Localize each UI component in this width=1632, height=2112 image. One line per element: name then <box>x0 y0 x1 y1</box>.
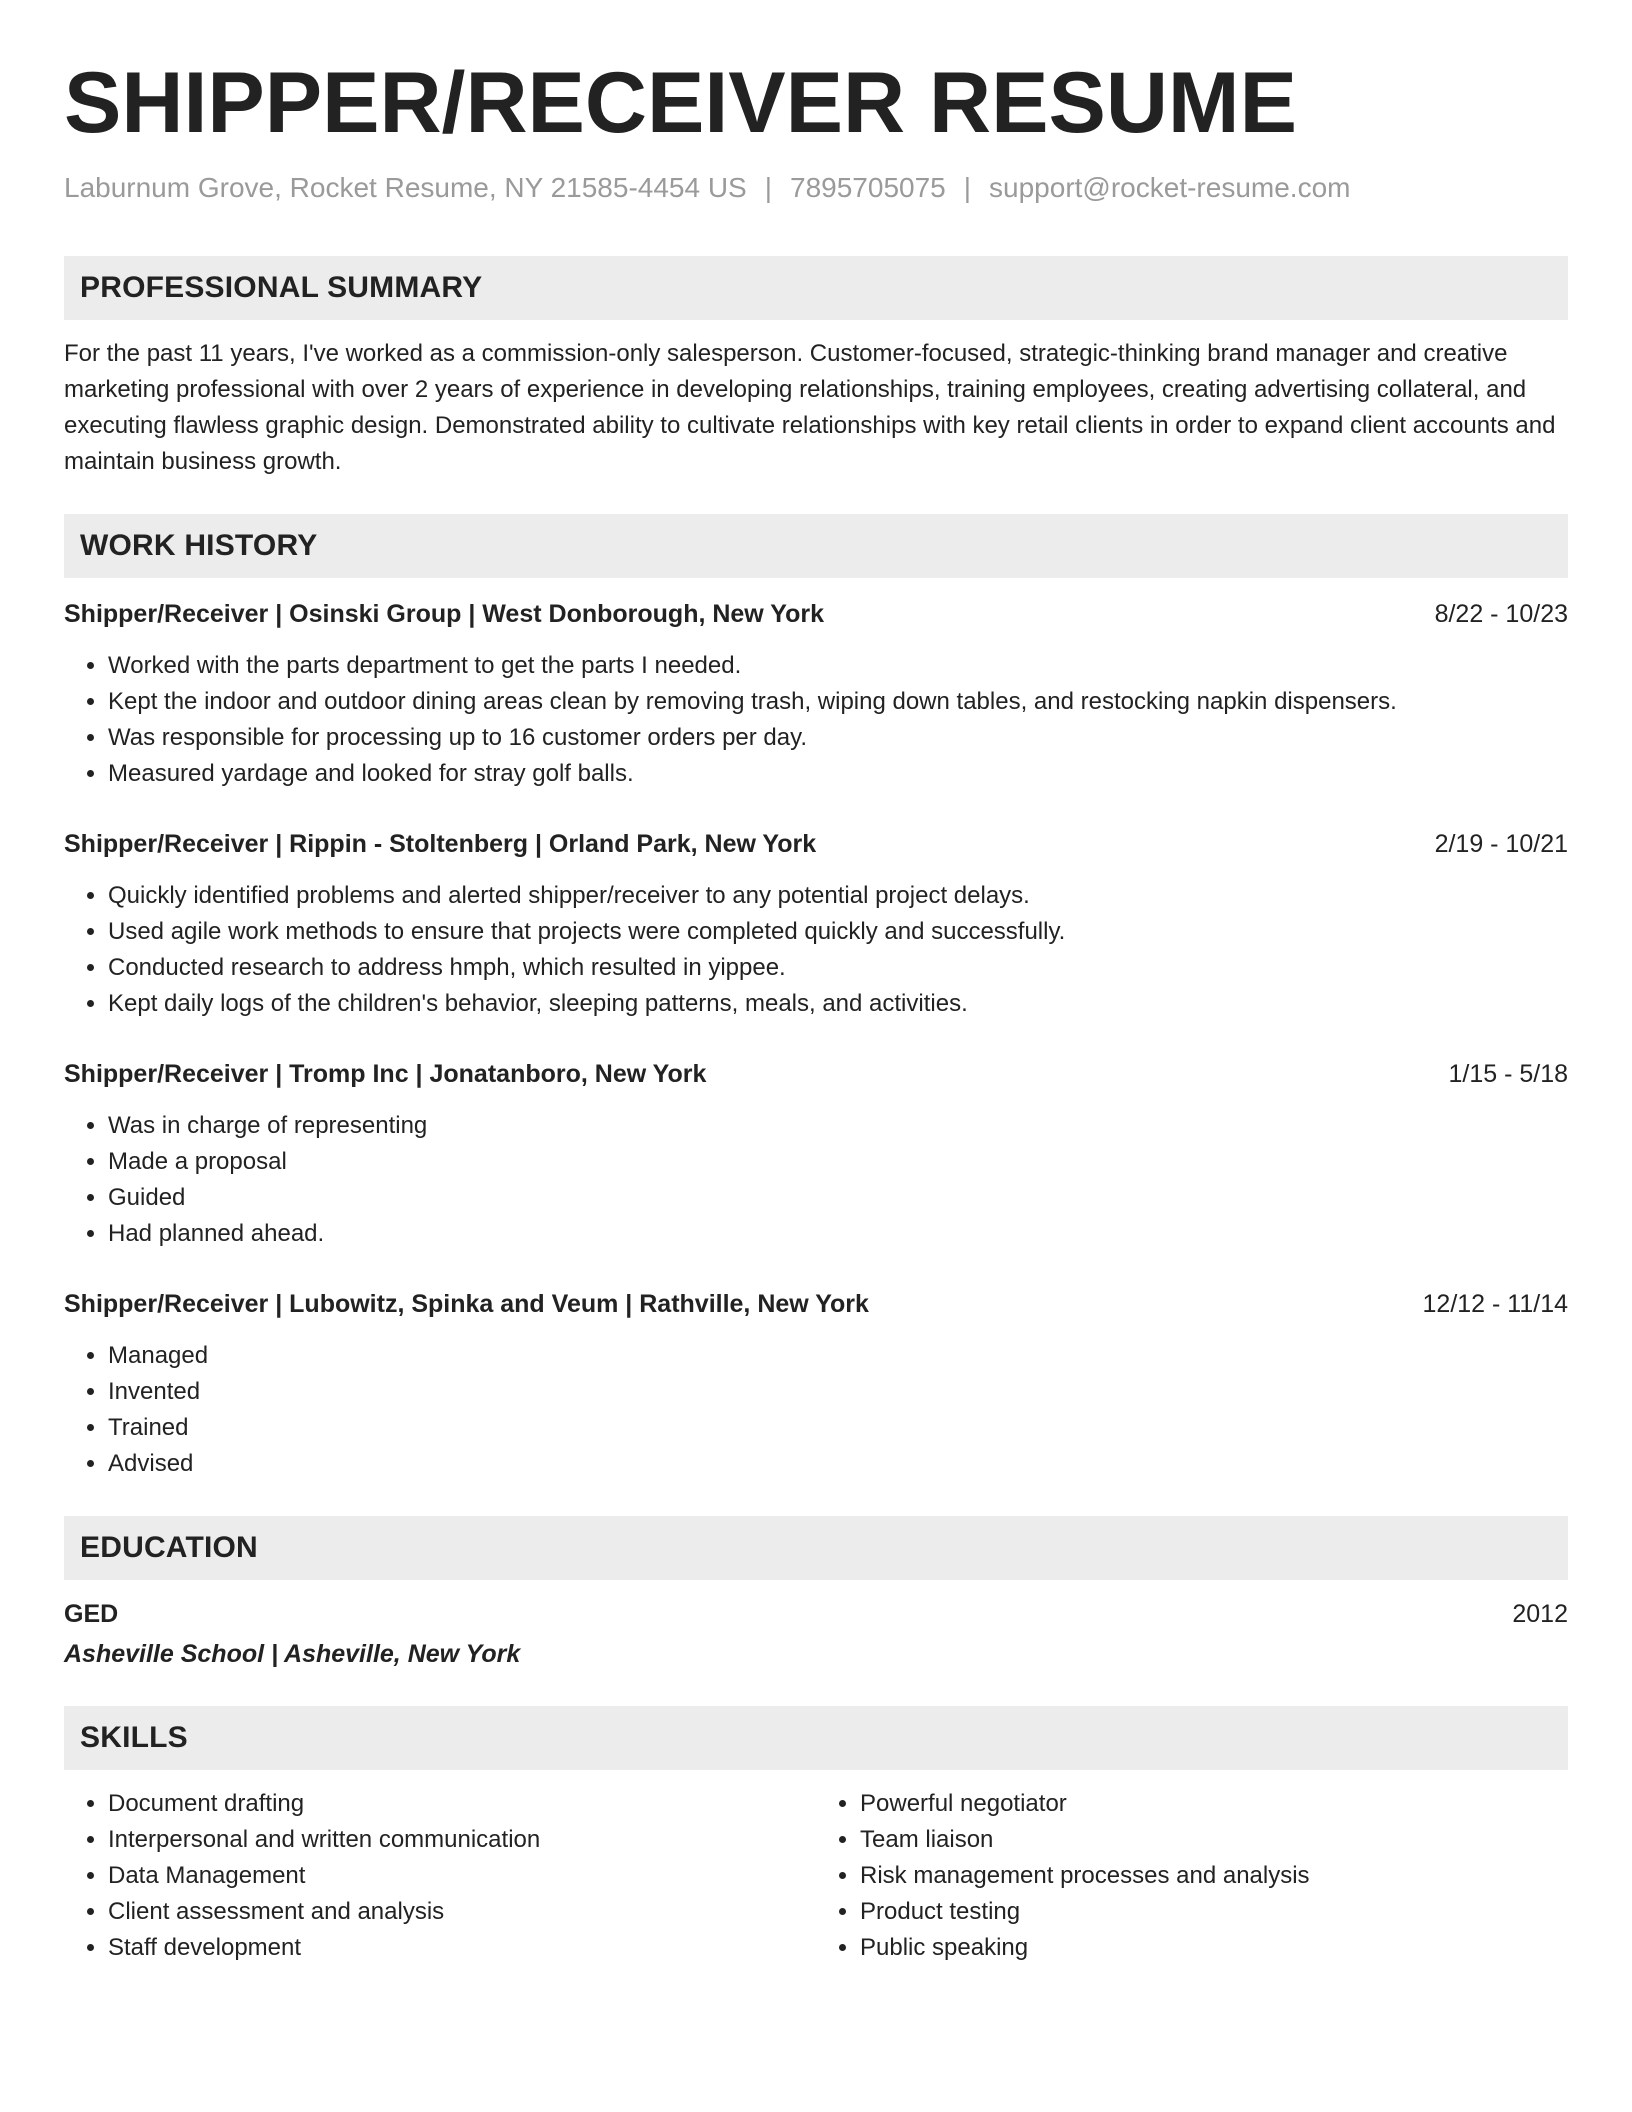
job-header <box>64 1286 1568 1322</box>
job-entry <box>64 826 1568 1022</box>
skills-list <box>64 1786 1568 1966</box>
job-bullet: • Managed <box>108 1338 1568 1374</box>
job-header <box>64 826 1568 862</box>
job-entry <box>64 596 1568 792</box>
summary-text: For the past 11 years, I've worked as a commission-only salesperson. Customer-focused, strategic-thinking brand manager and creative marketing professional with over 2 years of experience in developing relationships, training employees, creating advertising collateral, and executing flawless graphic design. Demonstrated ability to cultivate relationships with key retail clients in order to expand client accounts and maintain business growth. <box>64 340 1556 475</box>
skill-item: • Document drafting <box>108 1786 816 1822</box>
job-bullet: • Quickly identified problems and alerted shipper/receiver to any potential project delays. <box>108 878 1568 914</box>
job-title: Shipper/Receiver | Tromp Inc | Jonatanboro, New York <box>64 1060 707 1088</box>
job-bullet: • Invented <box>108 1374 1568 1410</box>
section-header-education: EDUCATION <box>64 1516 1568 1580</box>
job-bullet: • Guided <box>108 1180 1568 1216</box>
contact-address: Laburnum Grove, Rocket Resume, NY 21585-4454 US <box>64 172 747 203</box>
job-bullet: • Had planned ahead. <box>108 1216 1568 1252</box>
education-year: 2012 <box>1512 1600 1568 1628</box>
skills-column-right <box>816 1786 1568 1966</box>
section-header-skills: SKILLS <box>64 1706 1568 1770</box>
job-bullets <box>64 648 1568 792</box>
section-header-work-history: WORK HISTORY <box>64 514 1568 578</box>
job-bullet: • Worked with the parts department to get the parts I needed. <box>108 648 1568 684</box>
job-bullets <box>64 878 1568 1022</box>
job-entry <box>64 1286 1568 1482</box>
section-header-summary: PROFESSIONAL SUMMARY <box>64 256 1568 320</box>
skill-item: • Powerful negotiator <box>860 1786 1568 1822</box>
job-bullet: • Was responsible for processing up to 16 customer orders per day. <box>108 720 1568 756</box>
skills-column-left <box>64 1786 816 1966</box>
job-entry <box>64 1056 1568 1252</box>
job-title: Shipper/Receiver | Lubowitz, Spinka and Veum | Rathville, New York <box>64 1290 869 1318</box>
job-bullet: • Conducted research to address hmph, which resulted in yippee. <box>108 950 1568 986</box>
job-header <box>64 1056 1568 1092</box>
job-bullets <box>64 1108 1568 1252</box>
contact-phone: 7895705075 <box>790 172 946 203</box>
job-bullet: • Measured yardage and looked for stray golf balls. <box>108 756 1568 792</box>
skill-item: • Public speaking <box>860 1930 1568 1966</box>
job-dates: 1/15 - 5/18 <box>1448 1060 1568 1088</box>
education-school: Asheville School | Asheville, New York <box>64 1640 521 1668</box>
job-bullet: • Kept daily logs of the children's behavior, sleeping patterns, meals, and activities. <box>108 986 1568 1022</box>
education-header <box>64 1596 1568 1632</box>
contact-separator: | <box>963 172 972 203</box>
job-dates: 12/12 - 11/14 <box>1422 1290 1568 1318</box>
job-bullet: • Trained <box>108 1410 1568 1446</box>
skill-item: • Product testing <box>860 1894 1568 1930</box>
skill-item: • Client assessment and analysis <box>108 1894 816 1930</box>
job-title: Shipper/Receiver | Rippin - Stoltenberg | Orland Park, New York <box>64 830 817 858</box>
job-bullets <box>64 1338 1568 1482</box>
skill-item: • Staff development <box>108 1930 816 1966</box>
skill-item: • Risk management processes and analysis <box>860 1858 1568 1894</box>
job-bullet: • Advised <box>108 1446 1568 1482</box>
skill-item: • Data Management <box>108 1858 816 1894</box>
job-bullet: • Used agile work methods to ensure that projects were completed quickly and successfully. <box>108 914 1568 950</box>
contact-line <box>64 172 1568 204</box>
contact-separator: | <box>764 172 773 203</box>
job-dates: 8/22 - 10/23 <box>1434 600 1568 628</box>
job-bullet: • Kept the indoor and outdoor dining areas clean by removing trash, wiping down tables, and restocking napkin dispensers. <box>108 684 1568 720</box>
skill-item: • Interpersonal and written communication <box>108 1822 816 1858</box>
education-degree: GED <box>64 1600 119 1628</box>
skill-item: • Team liaison <box>860 1822 1568 1858</box>
job-bullet: • Made a proposal <box>108 1144 1568 1180</box>
job-bullet: • Was in charge of representing <box>108 1108 1568 1144</box>
job-title: Shipper/Receiver | Osinski Group | West Donborough, New York <box>64 600 824 628</box>
job-dates: 2/19 - 10/21 <box>1434 830 1568 858</box>
contact-email: support@rocket-resume.com <box>989 172 1351 203</box>
resume-title: SHIPPER/RECEIVER RESUME <box>64 55 1297 151</box>
job-header <box>64 596 1568 632</box>
